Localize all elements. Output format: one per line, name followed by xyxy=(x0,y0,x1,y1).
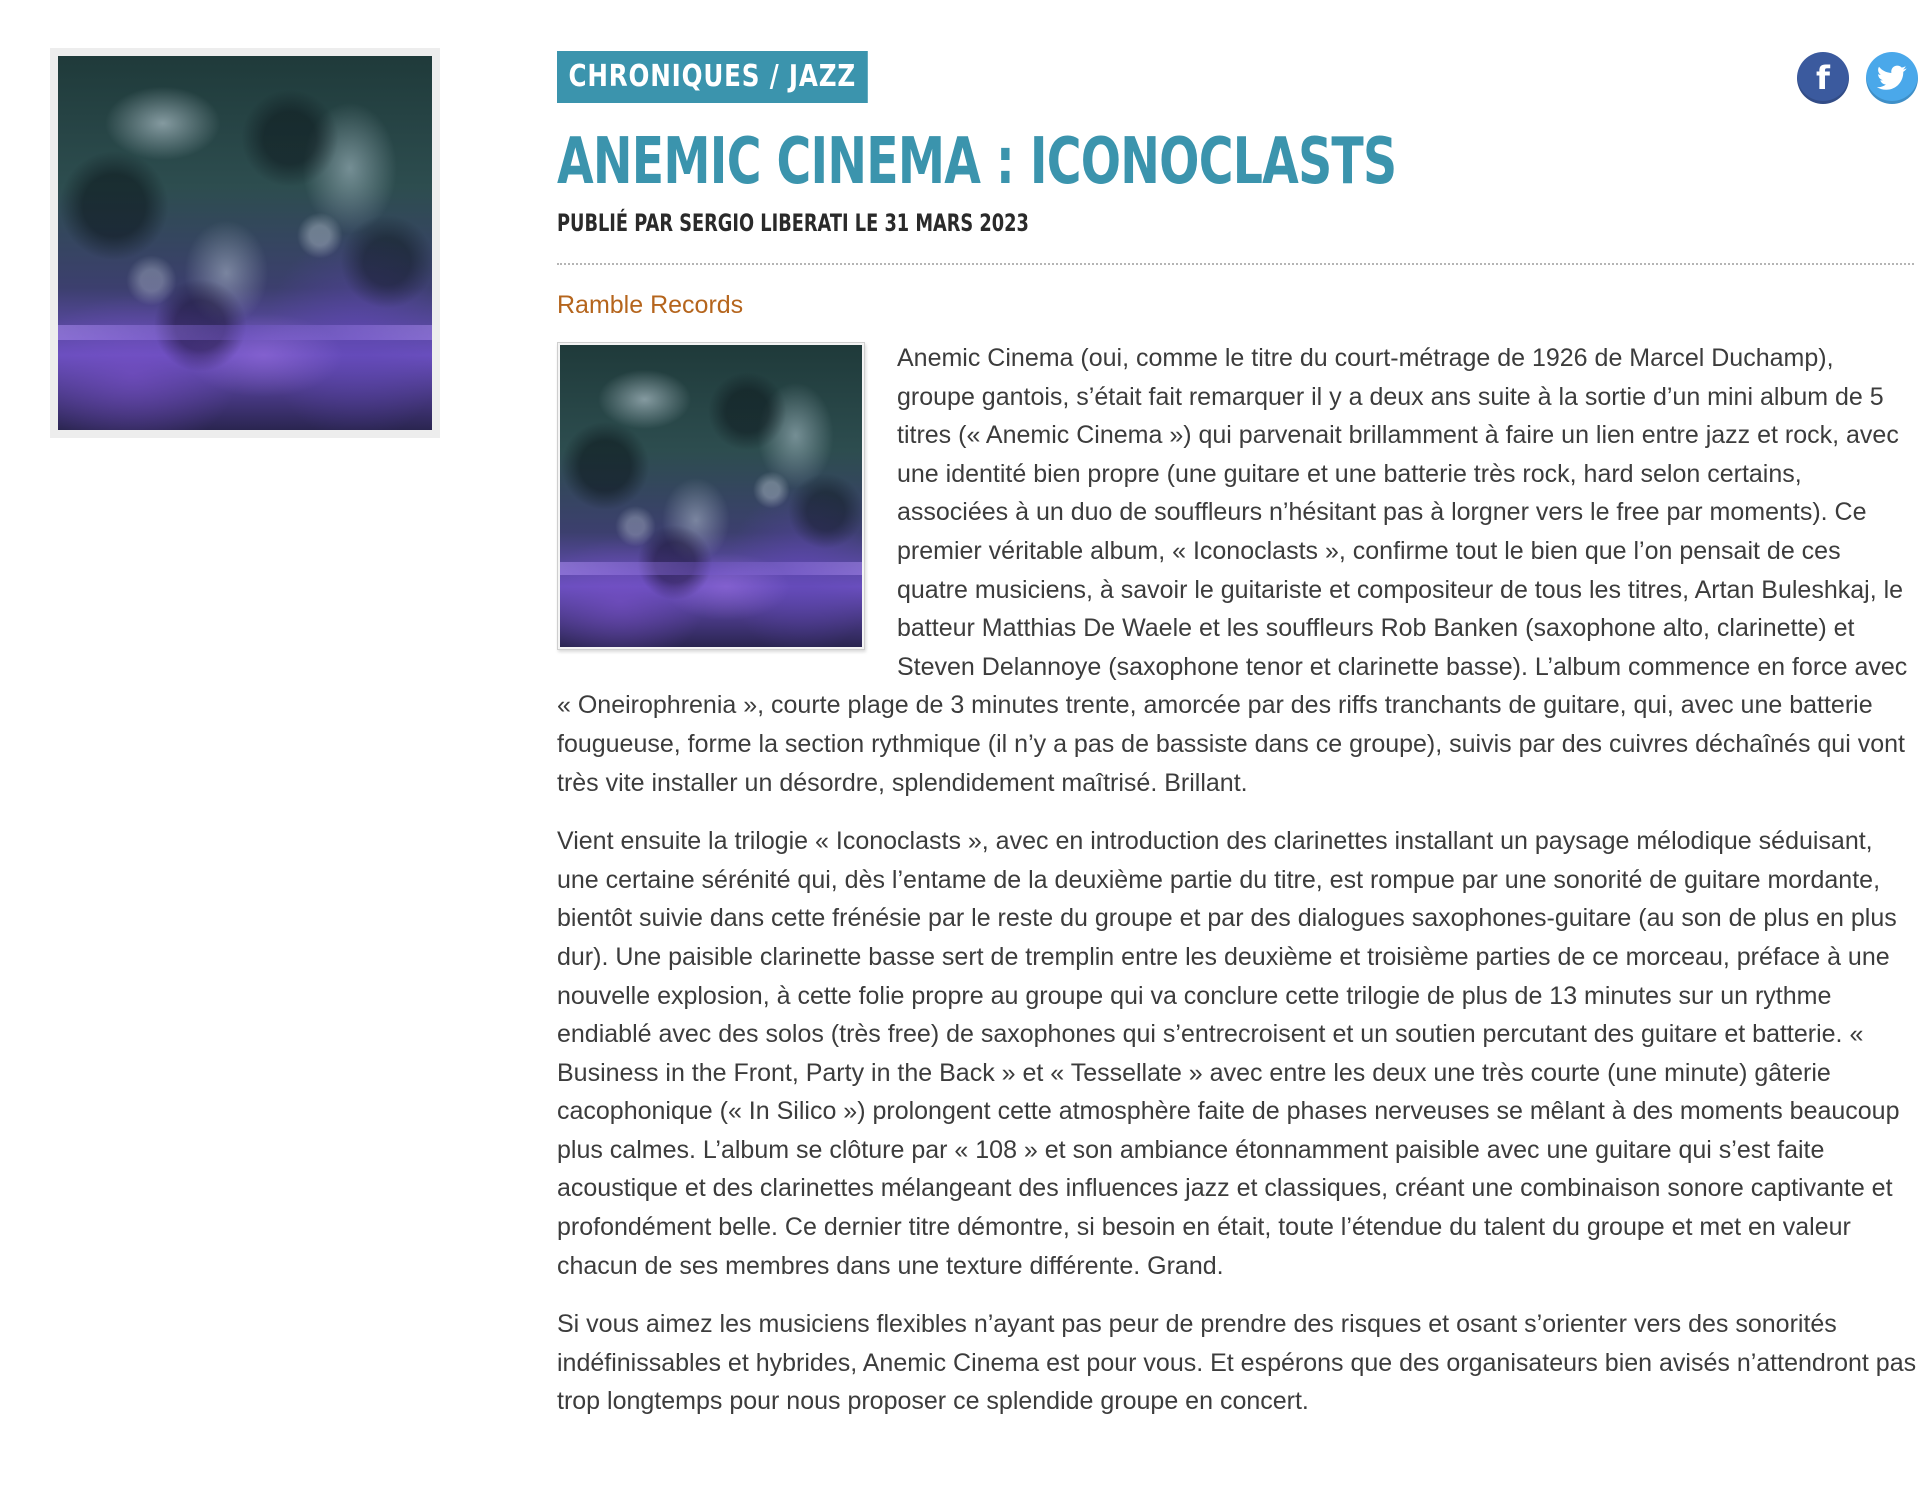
twitter-share-button[interactable] xyxy=(1866,52,1918,104)
album-cover-art xyxy=(560,345,862,647)
category-tag[interactable]: CHRONIQUES / JAZZ xyxy=(557,51,868,103)
article-paragraph: Si vous aimez les musiciens flexibles n’ayant pas peur de prendre des risques et osant s’orienter vers des sonorités indéfinissables et hybrides, Anemic Cinema est pour vous. Et espérons que des organisateurs bien avisés n’attendront pas trop longtemps pour nous proposer ce splendide groupe en concert. xyxy=(557,1310,1917,1416)
article-paragraph: Anemic Cinema (oui, comme le titre du court-métrage de 1926 de Marcel Duchamp), groupe gantois, s’était fait remarquer il y a deux ans suite à la sortie d’un mini album de 5 titres (« Anemic Cinema ») qui parvenait brillamment à faire un lien entre jazz et rock, avec une identité bien propre (une guitare et une batterie très rock, hard selon certains, associées à un duo de souffleurs n’hésitant pas à lorgner vers le free par moments). Ce premier véritable album, « Iconoclasts », confirme tout le bien que l’on pensait de ces quatre musiciens, à savoir le guitariste et compositeur de tous les titres, Artan Buleshkaj, le batteur Matthias De Waele et les souffleurs Rob Banken (saxophone alto, clarinette) et Steven Delannoye (saxophone tenor et clarinette basse). L’album commence en force avec « Oneirophrenia », courte plage de 3 minutes trente, amorcée par des riffs tranchants de guitare, qui, avec une batterie fougueuse, forme la section rythmique (il n’y a pas de bassiste dans ce groupe), suivis par des cuivres déchaînés qui vont très vite installer un désordre, splendidement maîtrisé. Brillant. xyxy=(557,344,1908,797)
record-label-link[interactable]: Ramble Records xyxy=(557,291,744,319)
facebook-share-button[interactable] xyxy=(1797,52,1849,104)
album-cover-large xyxy=(50,48,440,438)
article-title: ANEMIC CINEMA : ICONOCLASTS xyxy=(557,125,1397,199)
album-cover-art xyxy=(58,56,432,430)
article-body xyxy=(557,339,1917,1441)
album-cover-thumbnail xyxy=(557,342,865,650)
facebook-icon: f xyxy=(1816,59,1830,97)
divider xyxy=(557,263,1914,265)
twitter-icon xyxy=(1877,65,1907,91)
article-byline: PUBLIÉ PAR SERGIO LIBERATI LE 31 MARS 2023 xyxy=(557,209,1029,237)
article-paragraph: Vient ensuite la trilogie « Iconoclasts », avec en introduction des clarinettes installant un paysage mélodique séduisant, une certaine sérénité qui, dès l’entame de la deuxième partie du titre, est rompue par une sonorité de guitare mordante, bientôt suivie dans cette frénésie par le reste du groupe et par des dialogues saxophones-guitare (au son de plus en plus dur). Une paisible clarinette basse sert de tremplin entre les deuxième et troisième parties de ce morceau, préface à une nouvelle explosion, à cette folie propre au groupe qui va conclure cette trilogie de plus de 13 minutes sur un rythme endiablé avec des solos (très free) de saxophones qui s’entrecroisent et un soutien percutant des guitare et batterie. « Business in the Front, Party in the Back » et « Tessellate » avec entre les deux une très courte (une minute) gâterie cacophonique (« In Silico ») prolongent cette atmosphère faite de phases nerveuses se mêlant à des moments beaucoup plus calmes. L’album se clôture par « 108 » et son ambiance étonnamment paisible avec une guitare qui s’est faite acoustique et des clarinettes mélangeant des influences jazz et classiques, créant une combinaison sonore captivante et profondément belle. Ce dernier titre démontre, si besoin en était, toute l’étendue du talent du groupe et met en valeur chacun de ses membres dans une texture différente. Grand. xyxy=(557,827,1900,1280)
